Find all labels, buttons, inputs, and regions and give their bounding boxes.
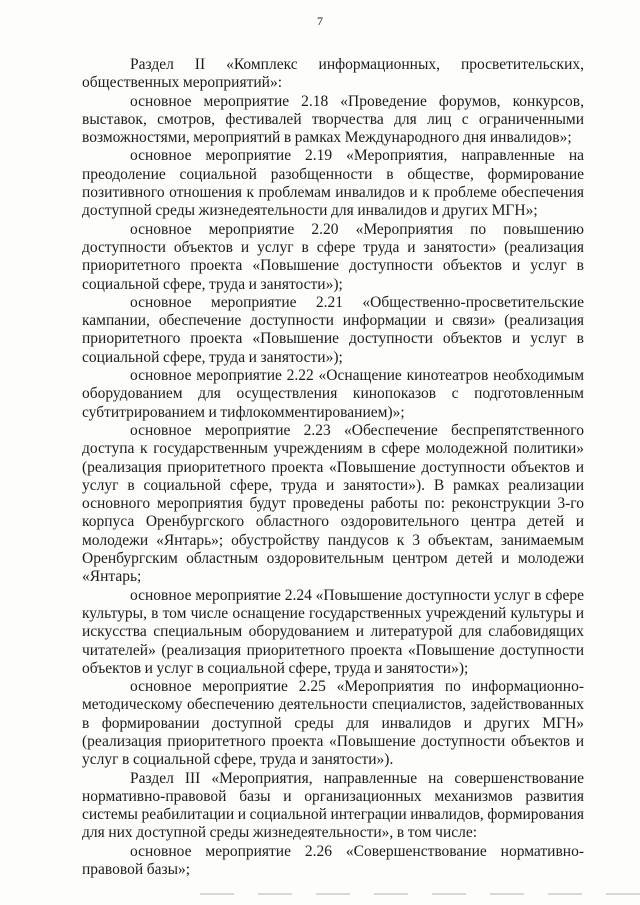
- paragraph-measure-2-26: основное мероприятие 2.26 «Совершенствование нормативно-правовой базы»;: [82, 842, 584, 879]
- paragraph-measure-2-23: основное мероприятие 2.23 «Обеспечение беспрепятственного доступа к государственным учреждениям в сфере молодежной политики» (реализация приоритетного проекта «Повышение доступности объектов и услуг в социальной сфере, труда и занятости»). В рамках реализации основного мероприятия будут проведены работы по: реконструкции 3-го корпуса Оренбургского областного оздоровительного центра детей и молодежи «Янтарь»; обустройству пандусов к 3 объектам, занимаемым Оренбургским областным оздоровительным центром детей и молодежи «Янтарь;: [82, 421, 584, 586]
- paragraph-measure-2-20: основное мероприятие 2.20 «Мероприятия по повышению доступности объектов и услуг в сфере труда и занятости» (реализация приоритетного проекта «Повышение доступности объектов и услуг в социальной сфере, труда и занятости»);: [82, 220, 584, 293]
- paragraph-measure-2-22: основное мероприятие 2.22 «Оснащение кинотеатров необходимым оборудованием для осуществления кинопоказов с подготовленным субтитрированием и тифлокомментированием)»;: [82, 367, 584, 421]
- paragraph-measure-2-25: основное мероприятие 2.25 «Мероприятия по информационно-методическому обеспечению деятельности специалистов, задействованных в формировании доступной среды для инвалидов и других МГН» (реализация приоритетного проекта «Повышение доступности объектов и услуг в социальной сфере, труда и занятости»).: [82, 678, 584, 769]
- document-body: [82, 56, 584, 879]
- paragraph-measure-2-18: основное мероприятие 2.18 «Проведение форумов, конкурсов, выставок, смотров, фестивалей творчества для лиц с ограниченными возможностями, мероприятий в рамках Международного дня инвалидов»;: [82, 92, 584, 147]
- paragraph-measure-2-19: основное мероприятие 2.19 «Мероприятия, направленные на преодоление социальной разобщенности в обществе, формирование позитивного отношения к проблемам инвалидов и к проблеме обеспечения доступной среды жизнедеятельности для инвалидов и других МГН»;: [82, 147, 584, 220]
- paragraph-measure-2-21: основное мероприятие 2.21 «Общественно-просветительские кампании, обеспечение доступности информации и связи» (реализация приоритетного проекта «Повышение доступности объектов и услуг в социальной сфере, труда и занятости»);: [82, 293, 584, 366]
- paragraph-section-2-heading: Раздел II «Комплекс информационных, просветительских, общественных мероприятий»:: [82, 56, 584, 92]
- page-number: 7: [317, 14, 323, 28]
- paragraph-section-3-heading: Раздел III «Мероприятия, направленные на совершенствование нормативно-правовой базы и организационных механизмов развития системы реабилитации и социальной интеграции инвалидов, формирования для них доступной среды жизнедеятельности», в том числе:: [82, 769, 585, 842]
- scan-edge-artifact: [200, 893, 640, 895]
- paragraph-measure-2-24: основное мероприятие 2.24 «Повышение доступности услуг в сфере культуры, в том числе оснащение государственных учреждений культуры и искусства специальным оборудованием и литературой для слабовидящих читателей» (реализация приоритетного проекта «Повышение доступности объектов и услуг в социальной сфере, труда и занятости»);: [82, 586, 584, 677]
